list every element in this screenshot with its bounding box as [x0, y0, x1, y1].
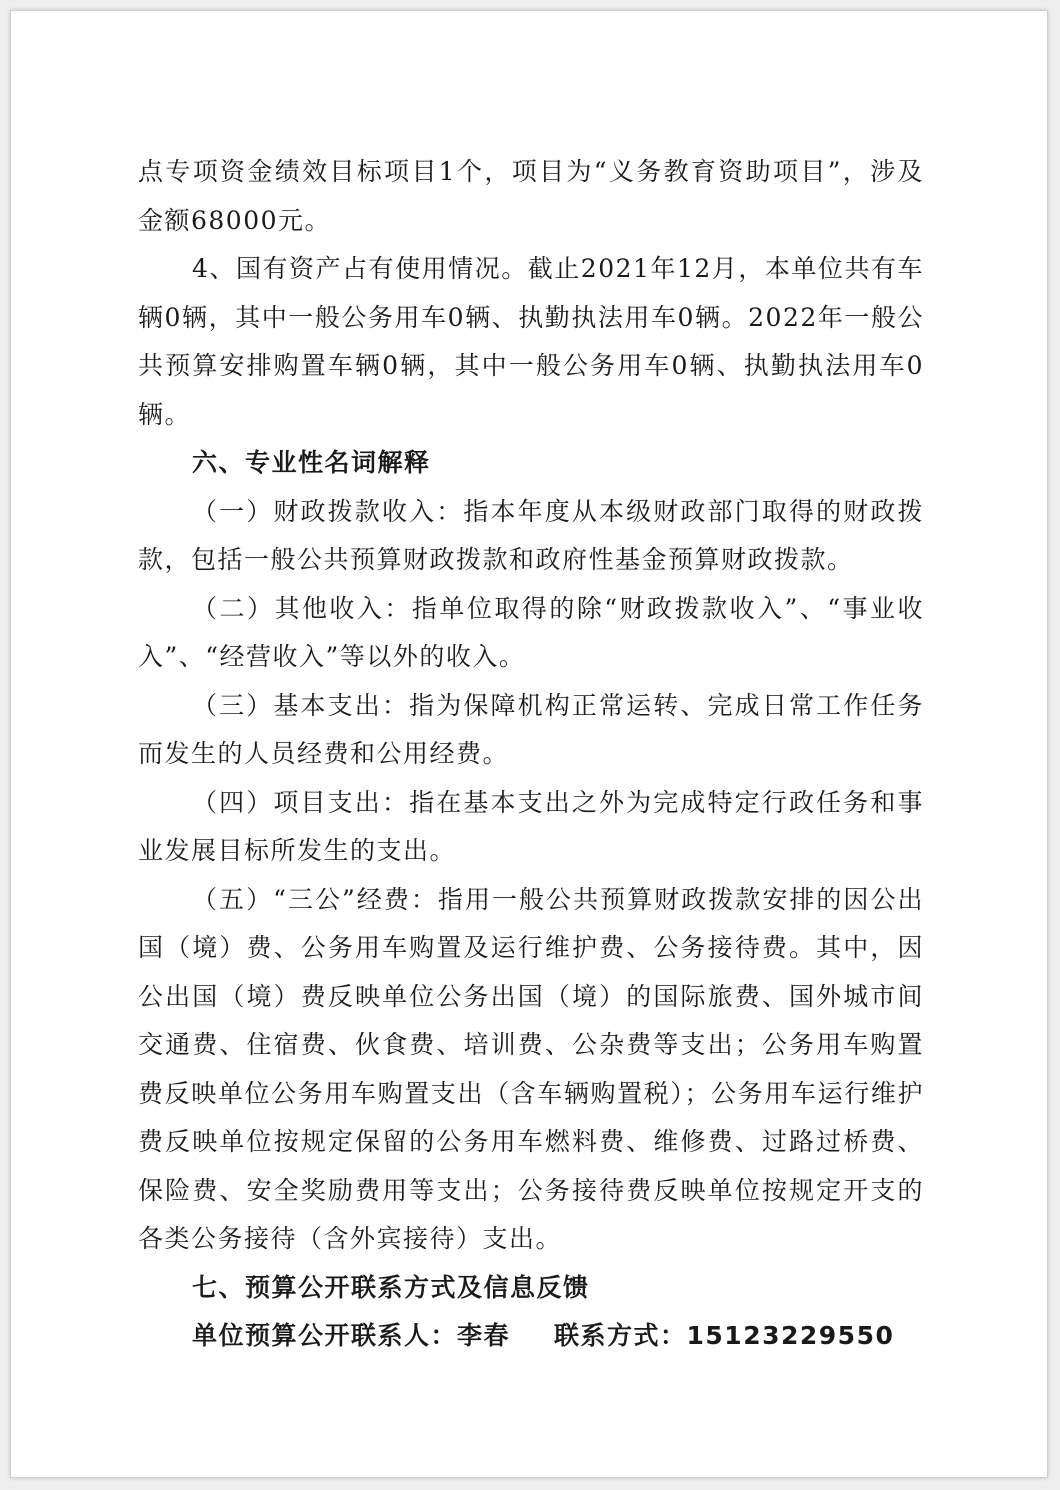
contact-person: 单位预算公开联系人：李春	[192, 1321, 511, 1350]
term-project-expenditure: （四）项目支出：指在基本支出之外为完成特定行政任务和事业发展目标所发生的支出。	[138, 787, 924, 865]
term-other-income: （二）其他收入：指单位取得的除“财政拨款收入”、“事业收入”、“经营收入”等以外的收入。	[138, 593, 924, 671]
paragraph-state-assets: 4、国有资产占有使用情况。截止2021年12月，本单位共有车辆0辆，其中一般公务用车0辆、执勤执法用车0辆。2022年一般公共预算安排购置车辆0辆，其中一般公务用车0辆、执勤执法用车0辆。	[138, 254, 924, 429]
paragraph-performance-project: 点专项资金绩效目标项目1个，项目为“义务教育资助项目”，涉及金额68000元。	[138, 157, 924, 235]
contact-line	[138, 1312, 924, 1361]
document-page	[10, 10, 1048, 1478]
section-heading-contact: 七、预算公开联系方式及信息反馈	[192, 1272, 590, 1302]
term-fiscal-appropriation: （一）财政拨款收入：指本年度从本级财政部门取得的财政拨款，包括一般公共预算财政拨款和政府性基金预算财政拨款。	[138, 496, 924, 574]
section-heading-terms: 六、专业性名词解释	[192, 448, 431, 477]
term-basic-expenditure: （三）基本支出：指为保障机构正常运转、完成日常工作任务而发生的人员经费和公用经费。	[138, 690, 924, 768]
contact-method: 联系方式：15123229550	[554, 1321, 895, 1350]
document-body	[138, 148, 924, 1361]
term-three-public-expenses: （五）“三公”经费：指用一般公共预算财政拨款安排的因公出国（境）费、公务用车购置及运行维护费、公务接待费。其中，因公出国（境）费反映单位公务出国（境）的国际旅费、国外城市间交通费、住宿费、伙食费、培训费、公杂费等支出；公务用车购置费反映单位公务用车购置支出（含车辆购置税）；公务用车运行维护费反映单位按规定保留的公务用车燃料费、维修费、过路过桥费、保险费、安全奖励费用等支出；公务接待费反映单位按规定开支的各类公务接待（含外宾接待）支出。	[138, 884, 924, 1253]
